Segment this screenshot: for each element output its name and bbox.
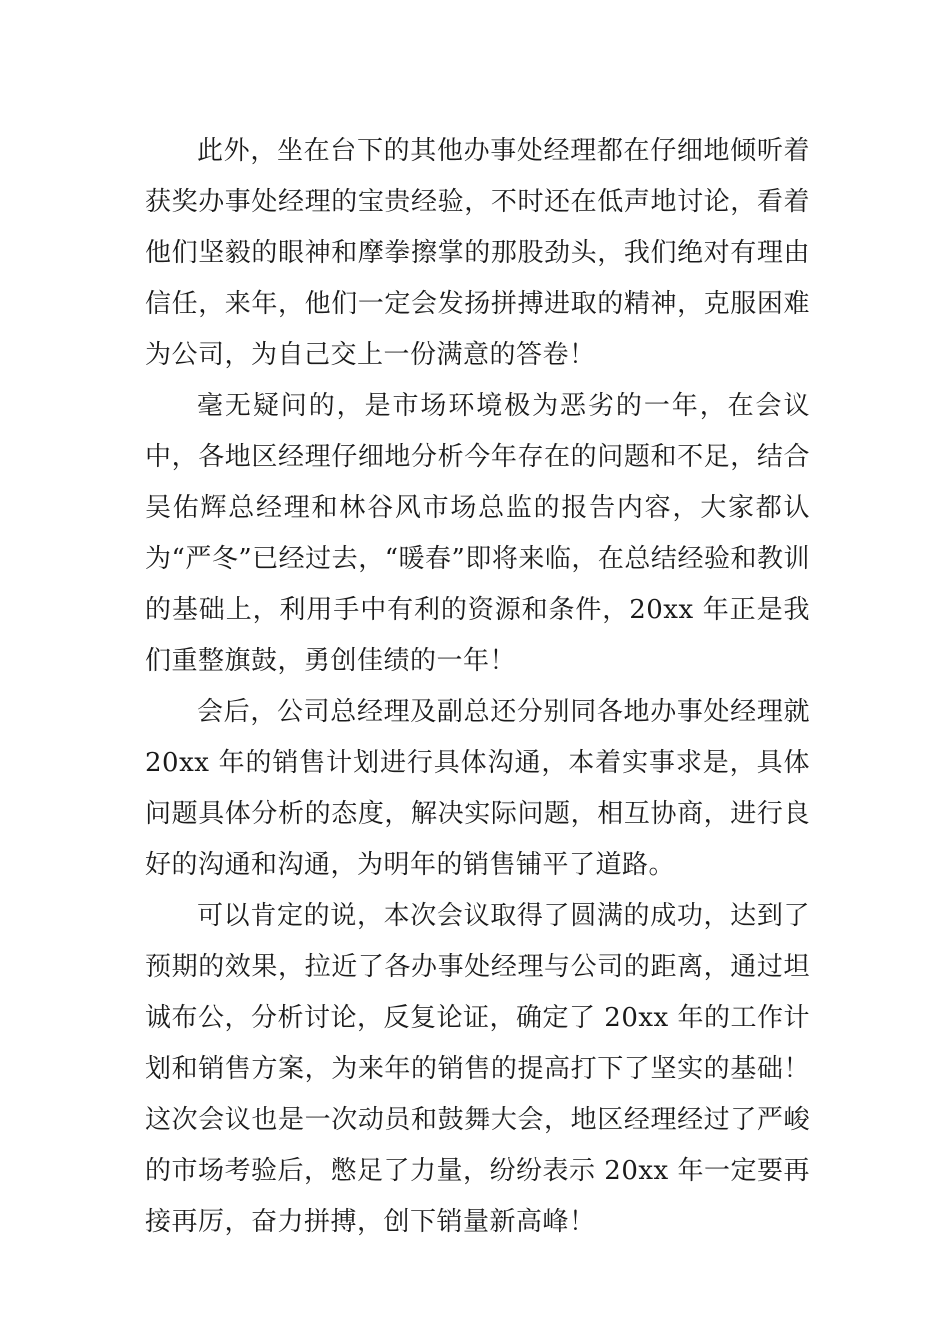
paragraph-2: 毫无疑问的，是市场环境极为恶劣的一年，在会议中，各地区经理仔细地分析今年存在的问题和不足，结合吴佑辉总经理和林谷风市场总监的报告内容，大家都认为“严冬”已经过去，“暖春”即将来临，在总结经验和教训的基础上，利用手中有利的资源和条件，20xx 年正是我们重整旗鼓，勇创佳绩的一年！ xyxy=(145,391,810,676)
paragraph-1: 此外，坐在台下的其他办事处经理都在仔细地倾听着获奖办事处经理的宝贵经验，不时还在低声地讨论，看着他们坚毅的眼神和摩拳擦掌的那股劲头，我们绝对有理由信任，来年，他们一定会发扬拼搏进取的精神，克服困难为公司，为自己交上一份满意的答卷！ xyxy=(145,136,810,370)
document-body xyxy=(145,126,810,1248)
paragraph-4: 可以肯定的说，本次会议取得了圆满的成功，达到了预期的效果，拉近了各办事处经理与公司的距离，通过坦诚布公，分析讨论，反复论证，确定了 20xx 年的工作计划和销售方案，为来年的销售的提高打下了坚实的基础！这次会议也是一次动员和鼓舞大会，地区经理经过了严峻的市场考验后，憋足了力量，纷纷表示 20xx 年一定要再接再厉，奋力拼搏，创下销量新高峰！ xyxy=(145,901,810,1237)
paragraph-3: 会后，公司总经理及副总还分别同各地办事处经理就 20xx 年的销售计划进行具体沟通，本着实事求是，具体问题具体分析的态度，解决实际问题，相互协商，进行良好的沟通和沟通，为明年的销售铺平了道路。 xyxy=(145,697,810,880)
